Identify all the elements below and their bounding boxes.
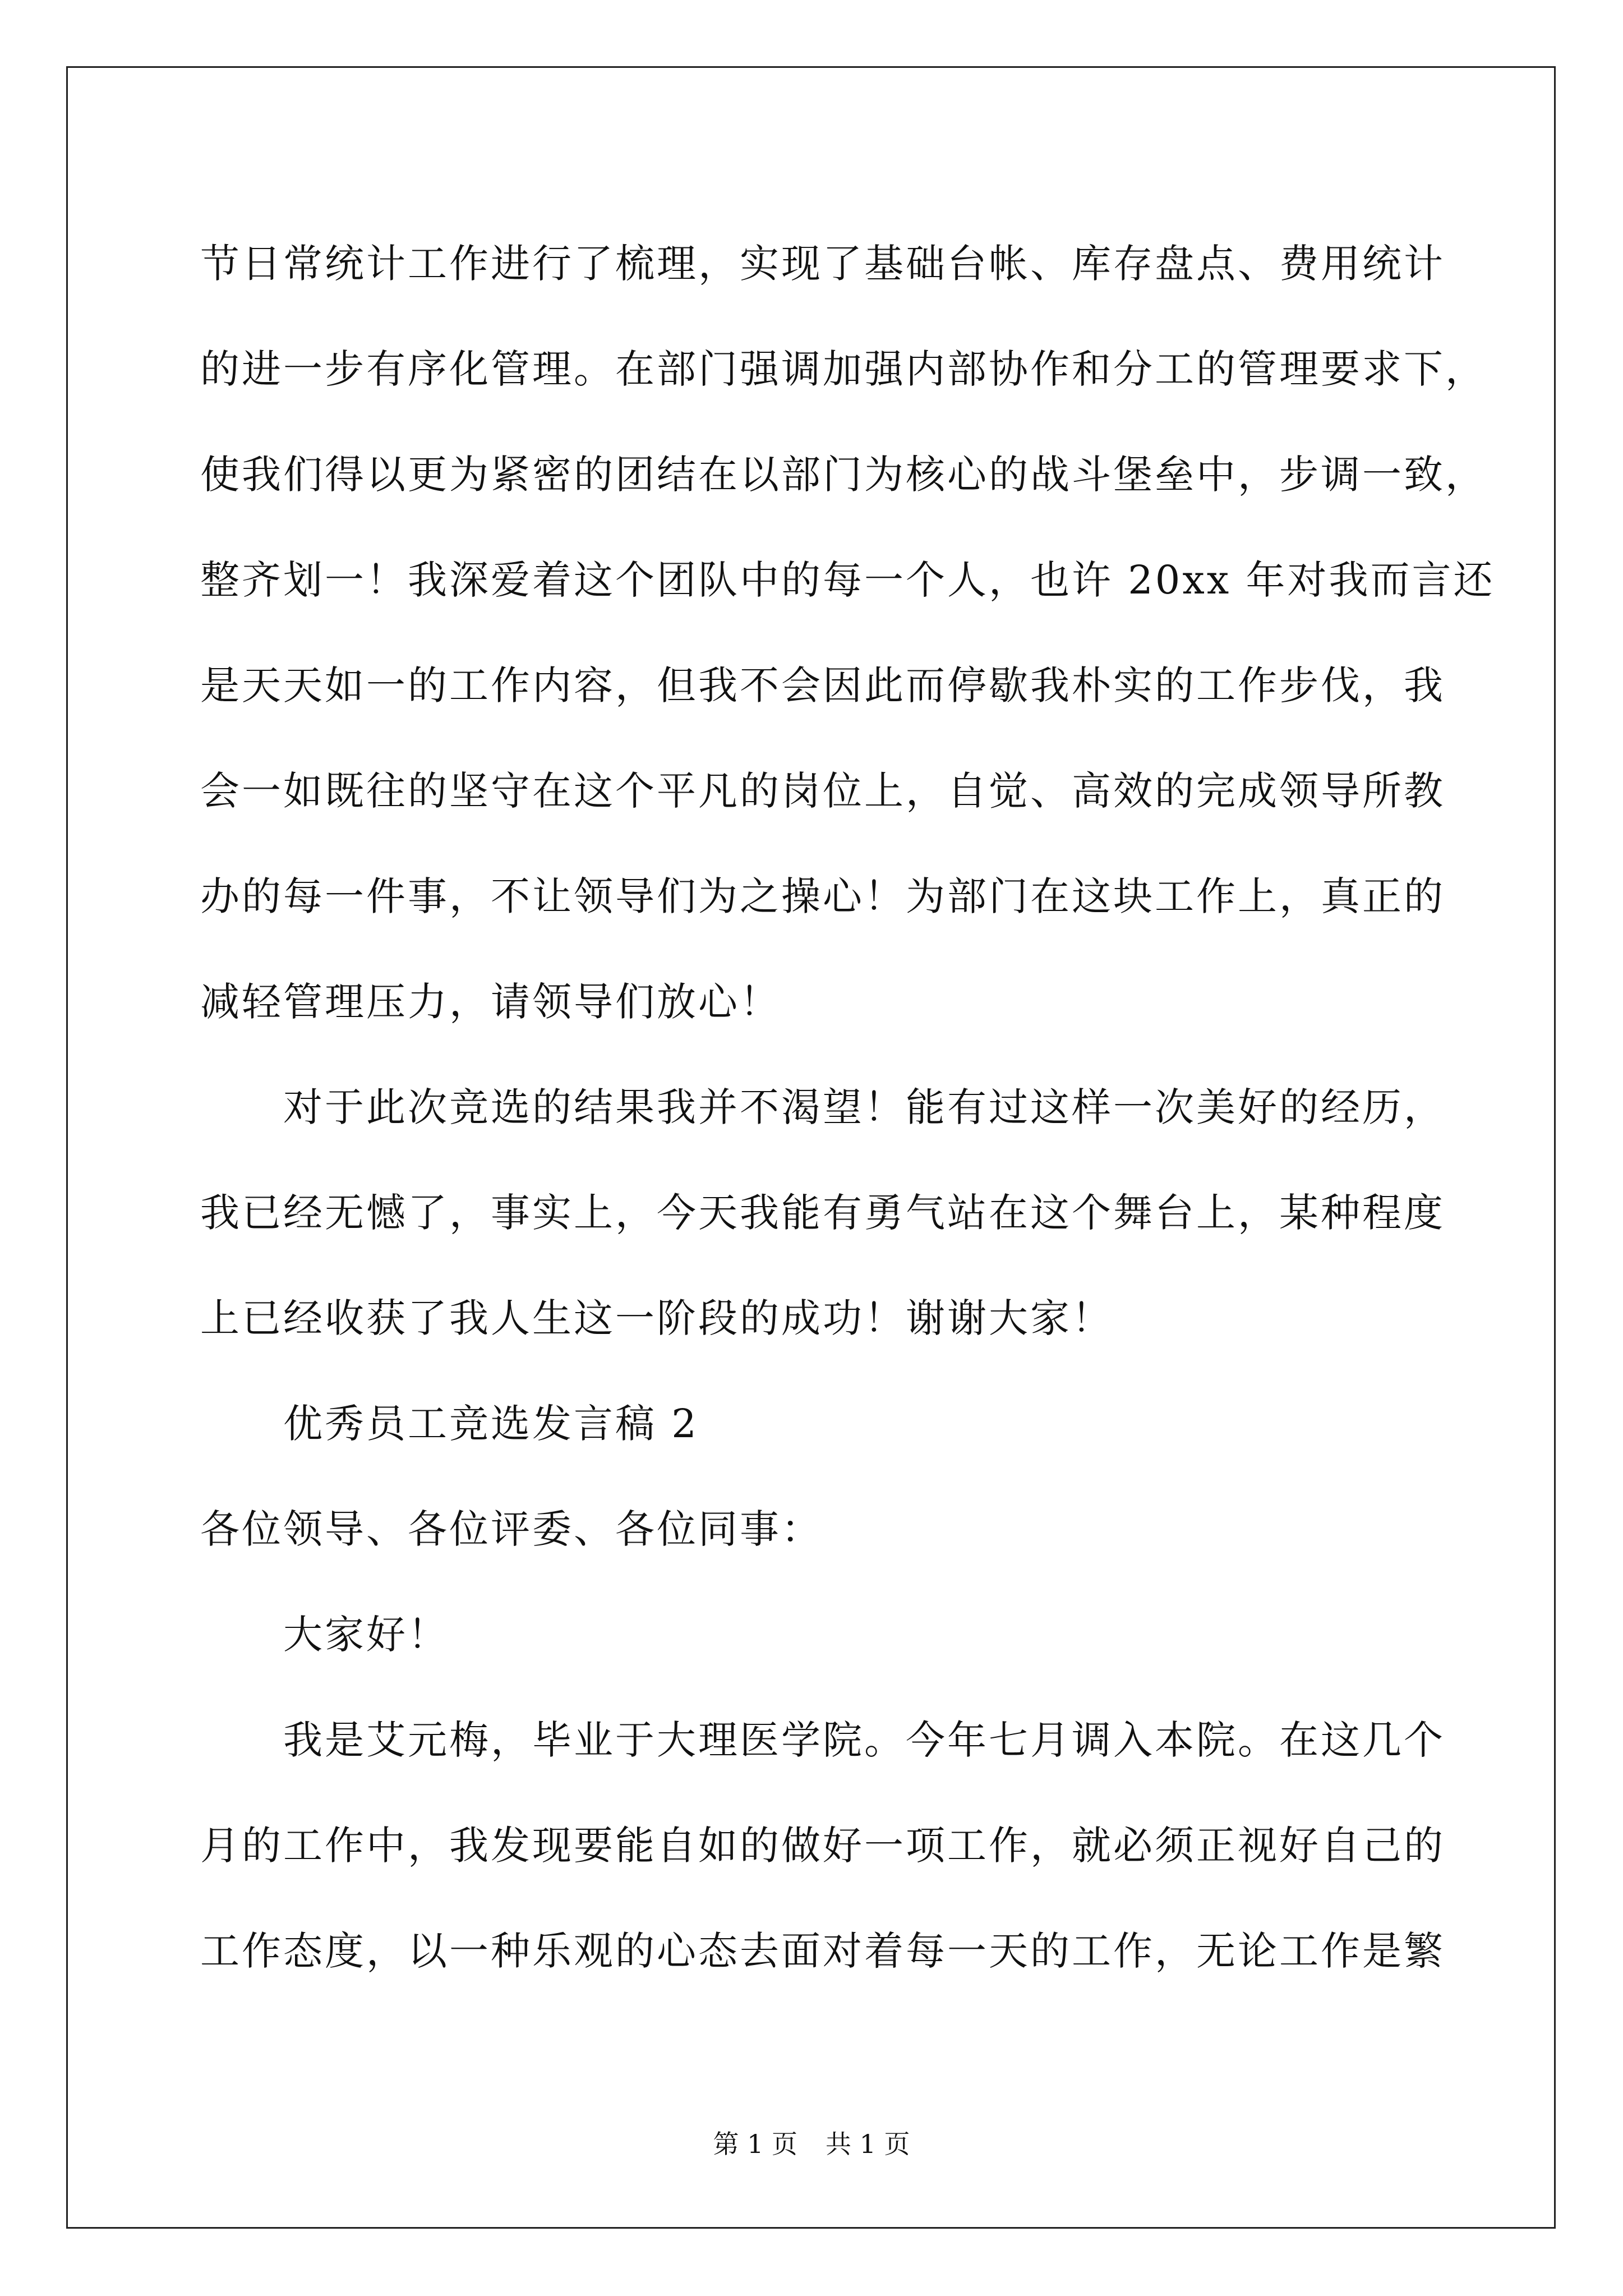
greeting: 大家好！ xyxy=(283,1612,449,1658)
section-heading: 优秀员工竞选发言稿 2 xyxy=(283,1401,699,1447)
page-total: 共 1 页 xyxy=(826,2129,910,2159)
text-line: 使我们得以更为紧密的团结在以部门为核心的战斗堡垒中，步调一致， xyxy=(200,452,1487,498)
document-body xyxy=(200,208,1495,2000)
text-line: 节日常统计工作进行了梳理，实现了基础台帐、库存盘点、费用统计 xyxy=(200,241,1445,287)
text-line: 工作态度，以一种乐观的心态去面对着每一天的工作，无论工作是繁 xyxy=(200,1928,1445,1974)
text-line: 的进一步有序化管理。在部门强调加强内部协作和分工的管理要求下， xyxy=(200,346,1487,392)
text-line: 办的每一件事，不让领导们为之操心！为部门在这块工作上，真正的 xyxy=(200,873,1445,919)
text-line: 上已经收获了我人生这一阶段的成功！谢谢大家！ xyxy=(200,1295,1113,1341)
page-footer xyxy=(0,2127,1623,2161)
text-line: 是天天如一的工作内容，但我不会因此而停歇我朴实的工作步伐，我 xyxy=(200,662,1445,708)
paragraph-start-line: 对于此次竞选的结果我并不渴望！能有过这样一次美好的经历， xyxy=(283,1084,1445,1130)
text-line: 我已经无憾了，事实上，今天我能有勇气站在这个舞台上，某种程度 xyxy=(200,1190,1445,1236)
text-line: 减轻管理压力，请领导们放心！ xyxy=(200,979,781,1025)
page-number: 第 1 页 xyxy=(713,2129,797,2159)
text-line: 会一如既往的坚守在这个平凡的岗位上，自觉、高效的完成领导所教 xyxy=(200,768,1445,814)
text-line: 月的工作中，我发现要能自如的做好一项工作，就必须正视好自己的 xyxy=(200,1823,1445,1869)
salutation: 各位领导、各位评委、各位同事： xyxy=(200,1506,823,1552)
paragraph-start-line: 我是艾元梅，毕业于大理医学院。今年七月调入本院。在这几个 xyxy=(283,1717,1445,1763)
text-line: 整齐划一！我深爱着这个团队中的每一个人，也许 20xx 年对我而言还 xyxy=(200,557,1495,603)
